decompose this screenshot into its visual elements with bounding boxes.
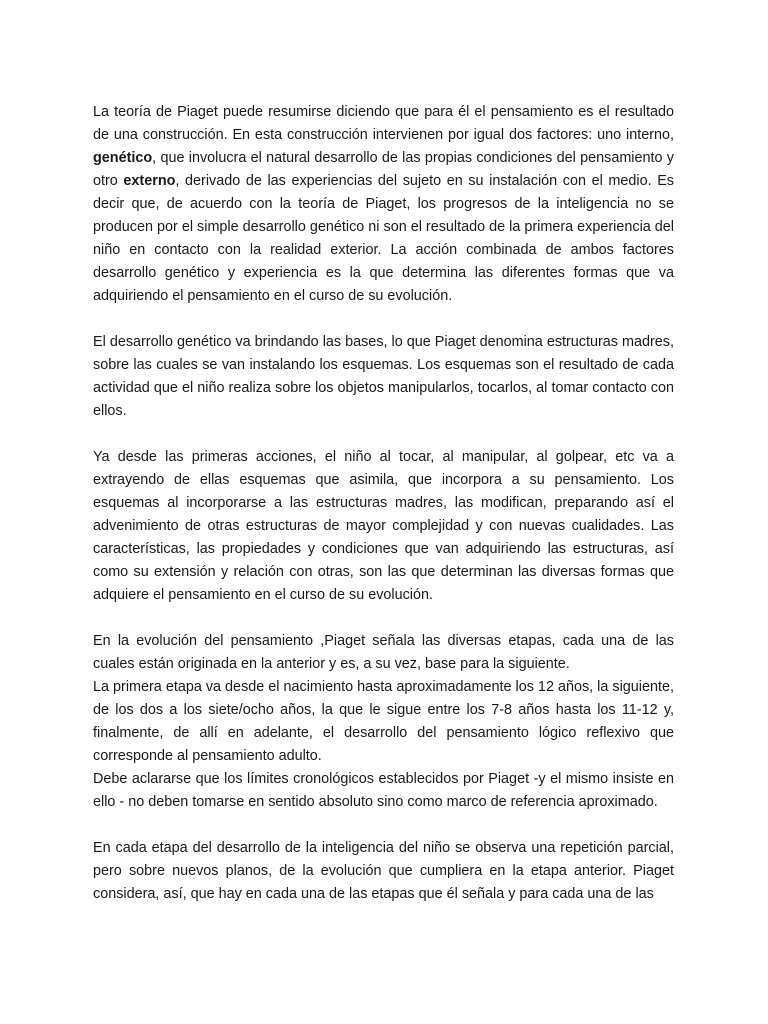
- paragraph-evolution-stages: En la evolución del pensamiento ,Piaget señala las diversas etapas, cada una de las cuales están originada en la anterior y es, a su vez, base para la siguiente.: [93, 633, 674, 672]
- paragraph-text: , derivado de las experiencias del sujeto en su instalación con el medio. Es decir que, de acuerdo con la teoría de Piaget, los progresos de la inteligencia no se producen por el simple desarrollo genético ni son el resultado de la primera experiencia del niño en contacto con la realidad exterior. La acción combinada de ambos factores desarrollo genético y experiencia es la que determina las diferentes formas que va adquiriendo el pensamiento en el curso de su evolución.: [93, 173, 674, 304]
- paragraph-text: , que involucra el natural desarrollo de las propias condiciones del pensamiento y otro: [93, 150, 674, 189]
- paragraph-first-stage: La primera etapa va desde el nacimiento hasta aproximadamente los 12 años, la siguiente, de los dos a los siete/ocho años, la que le sigue entre los 7-8 años hasta los 11-12 y, finalmente, de allí en adelante, el desarrollo del pensamiento lógico reflexivo que corresponde al pensamiento adulto.: [93, 679, 674, 764]
- paragraph-text: La teoría de Piaget puede resumirse diciendo que para él el pensamiento es el resultado de una construcción. En esta construcción intervienen por igual dos factores: uno interno,: [93, 104, 674, 143]
- bold-term-genetico: genético: [93, 150, 153, 166]
- document-body: [93, 101, 674, 929]
- paragraph-chronological-limits: Debe aclararse que los límites cronológicos establecidos por Piaget -y el mismo insiste en ello - no deben tomarse en sentido absoluto sino como marco de referencia aproximado.: [93, 771, 674, 810]
- paragraph-first-actions: Ya desde las primeras acciones, el niño al tocar, al manipular, al golpear, etc va a extrayendo de ellas esquemas que asimila, que incorpora a su pensamiento. Los esquemas al incorporarse a las estructuras madres, las modifican, preparando así el advenimiento de otras estructuras de mayor complejidad y con nuevas cualidades. Las características, las propiedades y condiciones que van adquiriendo las estructuras, así como su extensión y relación con otras, son las que determinan las diversas formas que adquiere el pensamiento en el curso de su evolución.: [93, 449, 674, 603]
- paragraph-piaget-theory: [93, 101, 674, 308]
- paragraph-each-stage: En cada etapa del desarrollo de la inteligencia del niño se observa una repetición parcial, pero sobre nuevos planos, de la evolución que cumpliera en la etapa anterior. Piaget considera, así, que hay en cada una de las etapas que él señala y para cada una de las: [93, 840, 674, 902]
- bold-term-externo: externo: [123, 173, 176, 189]
- paragraph-genetic-development: El desarrollo genético va brindando las bases, lo que Piaget denomina estructuras madres, sobre las cuales se van instalando los esquemas. Los esquemas son el resultado de cada actividad que el niño realiza sobre los objetos manipularlos, tocarlos, al tomar contacto con ellos.: [93, 334, 674, 419]
